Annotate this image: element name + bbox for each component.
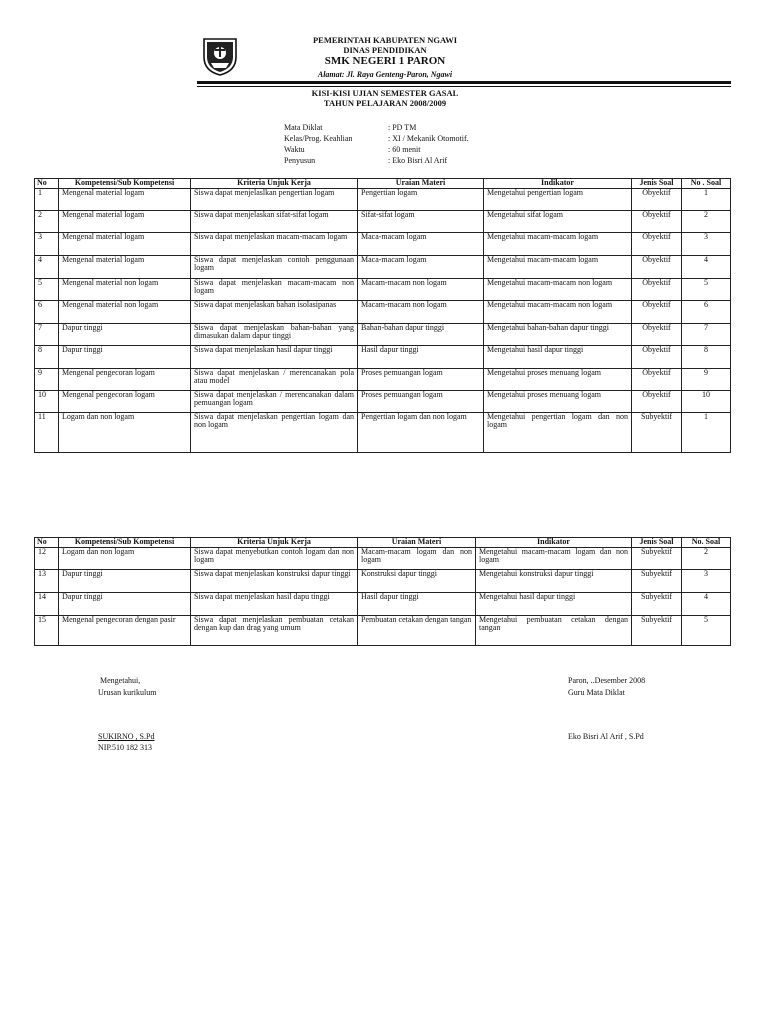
no-soal-cell: 7 (682, 324, 731, 346)
table-row (35, 413, 731, 453)
kompetensi-cell: Dapur tinggi (59, 570, 191, 593)
header-kompetensi: Kompetensi/Sub Kompetensi (59, 179, 191, 189)
sig-left-nip: NIP.510 182 313 (98, 743, 153, 752)
jenis-soal-cell: Subyektif (632, 413, 682, 453)
regency-crest-icon (200, 35, 240, 77)
info-value: : XI / Mekanik Otomotif. (388, 134, 469, 143)
kompetensi-cell: Dapur tinggi (59, 324, 191, 346)
materi-cell: Proses pemuangan logam (358, 391, 484, 413)
kompetensi-cell: Mengenal material logam (59, 211, 191, 233)
kompetensi-cell: Mengenal material logam (59, 189, 191, 211)
no-soal-cell: 4 (682, 593, 731, 616)
table-row (35, 391, 731, 413)
indikator-cell: Mengetahui macam-macam logam dan non logam (476, 548, 632, 570)
table-row (35, 189, 731, 211)
kompetensi-cell: Dapur tinggi (59, 346, 191, 369)
row-no-cell: 9 (35, 369, 59, 391)
header-jenis-soal: Jenis Soal (632, 538, 682, 548)
row-no-cell: 1 (35, 189, 59, 211)
kompetensi-cell: Mengenal material non logam (59, 279, 191, 301)
jenis-soal-cell: Obyektif (632, 233, 682, 256)
jenis-soal-cell: Obyektif (632, 211, 682, 233)
jenis-soal-cell: Obyektif (632, 279, 682, 301)
row-no-cell: 8 (35, 346, 59, 369)
school-name: SMK NEGERI 1 PARON (324, 55, 446, 67)
row-no-cell: 10 (35, 391, 59, 413)
indikator-cell: Mengetahui pengertian logam dan non logam (484, 413, 632, 453)
indikator-cell: Mengetahui macam-macam logam (484, 256, 632, 279)
materi-cell: Macam-macam logam dan non logam (358, 548, 476, 570)
table-row (35, 593, 731, 616)
jenis-soal-cell: Obyektif (632, 391, 682, 413)
table-row (35, 346, 731, 369)
header-no-soal: No . Soal (682, 179, 731, 189)
materi-cell: Bahan-bahan dapur tinggi (358, 324, 484, 346)
table-row (35, 548, 731, 570)
indikator-cell: Mengetahui macam-macam non logam (484, 301, 632, 324)
header-line-1: PEMERINTAH KABUPATEN NGAWI (312, 35, 458, 45)
kriteria-cell: Siswa dapat menjelaskan macam-macam non logam (191, 279, 358, 301)
jenis-soal-cell: Subyektif (632, 570, 682, 593)
jenis-soal-cell: Subyektif (632, 548, 682, 570)
table-row (35, 324, 731, 346)
header-kriteria: Kriteria Unjuk Kerja (191, 538, 358, 548)
materi-cell: Sifat-sifat logam (358, 211, 484, 233)
materi-cell: Maca-macam logam (358, 256, 484, 279)
table-row (35, 616, 731, 646)
materi-cell: Proses pemuangan logam (358, 369, 484, 391)
jenis-soal-cell: Obyektif (632, 346, 682, 369)
info-label: Mata Diklat (284, 123, 323, 132)
materi-cell: Pengertian logam dan non logam (358, 413, 484, 453)
jenis-soal-cell: Obyektif (632, 256, 682, 279)
no-soal-cell: 5 (682, 279, 731, 301)
table-row (35, 256, 731, 279)
row-no-cell: 5 (35, 279, 59, 301)
header-kriteria: Kriteria Unjuk Kerja (191, 179, 358, 189)
kriteria-cell: Siswa dapat menjelaskan pengertian logam dan non logam (191, 413, 358, 453)
materi-cell: Maca-macam logam (358, 233, 484, 256)
info-value: : 60 menit (388, 145, 421, 154)
indikator-cell: Mengetahui proses menuang logam (484, 391, 632, 413)
table-header-row (35, 538, 731, 548)
no-soal-cell: 1 (682, 189, 731, 211)
kisi-table-2 (34, 537, 731, 646)
table-row (35, 570, 731, 593)
row-no-cell: 13 (35, 570, 59, 593)
info-label: Kelas/Prog. Keahlian (284, 134, 353, 143)
kompetensi-cell: Dapur tinggi (59, 593, 191, 616)
header-kompetensi: Kompetensi/Sub Kompetensi (59, 538, 191, 548)
info-value: : Eko Bisri Al Arif (388, 156, 448, 165)
no-soal-cell: 10 (682, 391, 731, 413)
sig-left-line-1: Mengetahui, (100, 676, 141, 685)
materi-cell: Hasil dapur tinggi (358, 346, 484, 369)
no-soal-cell: 4 (682, 256, 731, 279)
header-rule-thick (197, 81, 731, 84)
indikator-cell: Mengetahui proses menuang logam (484, 369, 632, 391)
kriteria-cell: Siswa dapat menjelaskan hasil dapu tinggi (191, 593, 358, 616)
kriteria-cell: Siswa dapat menjelaskan pembuatan cetakan dengan kup dan drag yang umum (191, 616, 358, 646)
row-no-cell: 14 (35, 593, 59, 616)
no-soal-cell: 5 (682, 616, 731, 646)
no-soal-cell: 8 (682, 346, 731, 369)
kompetensi-cell: Mengenal pengecoran logam (59, 369, 191, 391)
indikator-cell: Mengetahui macam-macam logam (484, 233, 632, 256)
document-subtitle: TAHUN PELAJARAN 2008/2009 (323, 98, 447, 108)
kriteria-cell: Siswa dapat menjelaskan hasil dapur tinggi (191, 346, 358, 369)
materi-cell: Konstruksi dapur tinggi (358, 570, 476, 593)
no-soal-cell: 2 (682, 211, 731, 233)
row-no-cell: 2 (35, 211, 59, 233)
sig-left-name: SUKIRNO , S.Pd (98, 732, 155, 741)
row-no-cell: 12 (35, 548, 59, 570)
materi-cell: Hasil dapur tinggi (358, 593, 476, 616)
materi-cell: Macam-macam non logam (358, 279, 484, 301)
sig-right-line-1: Paron, ..Desember 2008 (568, 676, 646, 685)
materi-cell: Pembuatan cetakan dengan tangan (358, 616, 476, 646)
row-no-cell: 15 (35, 616, 59, 646)
no-soal-cell: 6 (682, 301, 731, 324)
info-label: Waktu (284, 145, 305, 154)
row-no-cell: 4 (35, 256, 59, 279)
kriteria-cell: Siswa dapat menyebutkan contoh logam dan non logam (191, 548, 358, 570)
kriteria-cell: Siswa dapat menjelaskan contoh penggunaan logam (191, 256, 358, 279)
kompetensi-cell: Logam dan non logam (59, 413, 191, 453)
materi-cell: Macam-macam non logam (358, 301, 484, 324)
header-indikator: Indikator (476, 538, 632, 548)
table-row (35, 233, 731, 256)
indikator-cell: Mengetahui macam-macam non logam (484, 279, 632, 301)
indikator-cell: Mengetahui konstruksi dapur tinggi (476, 570, 632, 593)
kriteria-cell: Siswa dapat menjelaskan bahan isolasipanas (191, 301, 358, 324)
row-no-cell: 6 (35, 301, 59, 324)
info-value: : PD TM (388, 123, 417, 132)
kompetensi-cell: Logam dan non logam (59, 548, 191, 570)
document-title: KISI-KISI UJIAN SEMESTER GASAL (311, 88, 459, 98)
kisi-table-1 (34, 178, 731, 453)
table-row (35, 301, 731, 324)
jenis-soal-cell: Subyektif (632, 593, 682, 616)
indikator-cell: Mengetahui pembuatan cetakan dengan tangan (476, 616, 632, 646)
row-no-cell: 11 (35, 413, 59, 453)
sig-right-name: Eko Bisri Al Arif , S.Pd (568, 732, 644, 741)
no-soal-cell: 1 (682, 413, 731, 453)
jenis-soal-cell: Obyektif (632, 369, 682, 391)
header-rule-thin (197, 86, 731, 87)
no-soal-cell: 3 (682, 570, 731, 593)
row-no-cell: 7 (35, 324, 59, 346)
kriteria-cell: Siswa dapat menjelaskan / merencanakan dalam pemuangan logam (191, 391, 358, 413)
row-no-cell: 3 (35, 233, 59, 256)
kriteria-cell: Siswa dapat menjelaslkan pengertian logam (191, 189, 358, 211)
table-row (35, 279, 731, 301)
no-soal-cell: 3 (682, 233, 731, 256)
kompetensi-cell: Mengenal pengecoran logam (59, 391, 191, 413)
kompetensi-cell: Mengenal material non logam (59, 301, 191, 324)
table-row (35, 369, 731, 391)
indikator-cell: Mengetahui bahan-bahan dapur tinggi (484, 324, 632, 346)
jenis-soal-cell: Obyektif (632, 189, 682, 211)
kriteria-cell: Siswa dapat menjelaskan / merencanakan pola atau model (191, 369, 358, 391)
info-label: Penyusun (284, 156, 316, 165)
kriteria-cell: Siswa dapat menjelaskan bahan-bahan yang dimasukan dalam dapur tinggi (191, 324, 358, 346)
header-materi: Uraian Materi (358, 179, 484, 189)
header-no: No (35, 179, 59, 189)
header-materi: Uraian Materi (358, 538, 476, 548)
jenis-soal-cell: Subyektif (632, 616, 682, 646)
materi-cell: Pengertian logam (358, 189, 484, 211)
header-no-soal: No. Soal (682, 538, 731, 548)
jenis-soal-cell: Obyektif (632, 324, 682, 346)
kriteria-cell: Siswa dapat menjelaskan konstruksi dapur tinggi (191, 570, 358, 593)
header-jenis-soal: Jenis Soal (632, 179, 682, 189)
sig-right-line-2: Guru Mata Diklat (568, 688, 625, 697)
header-line-2: DINAS PENDIDIKAN (343, 45, 427, 55)
school-address: Alamat: Jl. Raya Genteng-Paron, Ngawi (317, 70, 453, 79)
header-indikator: Indikator (484, 179, 632, 189)
jenis-soal-cell: Obyektif (632, 301, 682, 324)
kriteria-cell: Siswa dapat menjelaskan macam-macam logam (191, 233, 358, 256)
header-no: No (35, 538, 59, 548)
no-soal-cell: 9 (682, 369, 731, 391)
table-header-row (35, 179, 731, 189)
table-row (35, 211, 731, 233)
kompetensi-cell: Mengenal material logam (59, 256, 191, 279)
kriteria-cell: Siswa dapat menjelaskan sifat-sifat logam (191, 211, 358, 233)
kompetensi-cell: Mengenal pengecoran dengan pasir (59, 616, 191, 646)
indikator-cell: Mengetahui hasil dapur tinggi (484, 346, 632, 369)
kompetensi-cell: Mengenal material logam (59, 233, 191, 256)
no-soal-cell: 2 (682, 548, 731, 570)
indikator-cell: Mengetahui pengertian logam (484, 189, 632, 211)
indikator-cell: Mengetahui hasil dapur tinggi (476, 593, 632, 616)
indikator-cell: Mengetahui sifat logam (484, 211, 632, 233)
sig-left-line-2: Urusan kurikulum (98, 688, 157, 697)
